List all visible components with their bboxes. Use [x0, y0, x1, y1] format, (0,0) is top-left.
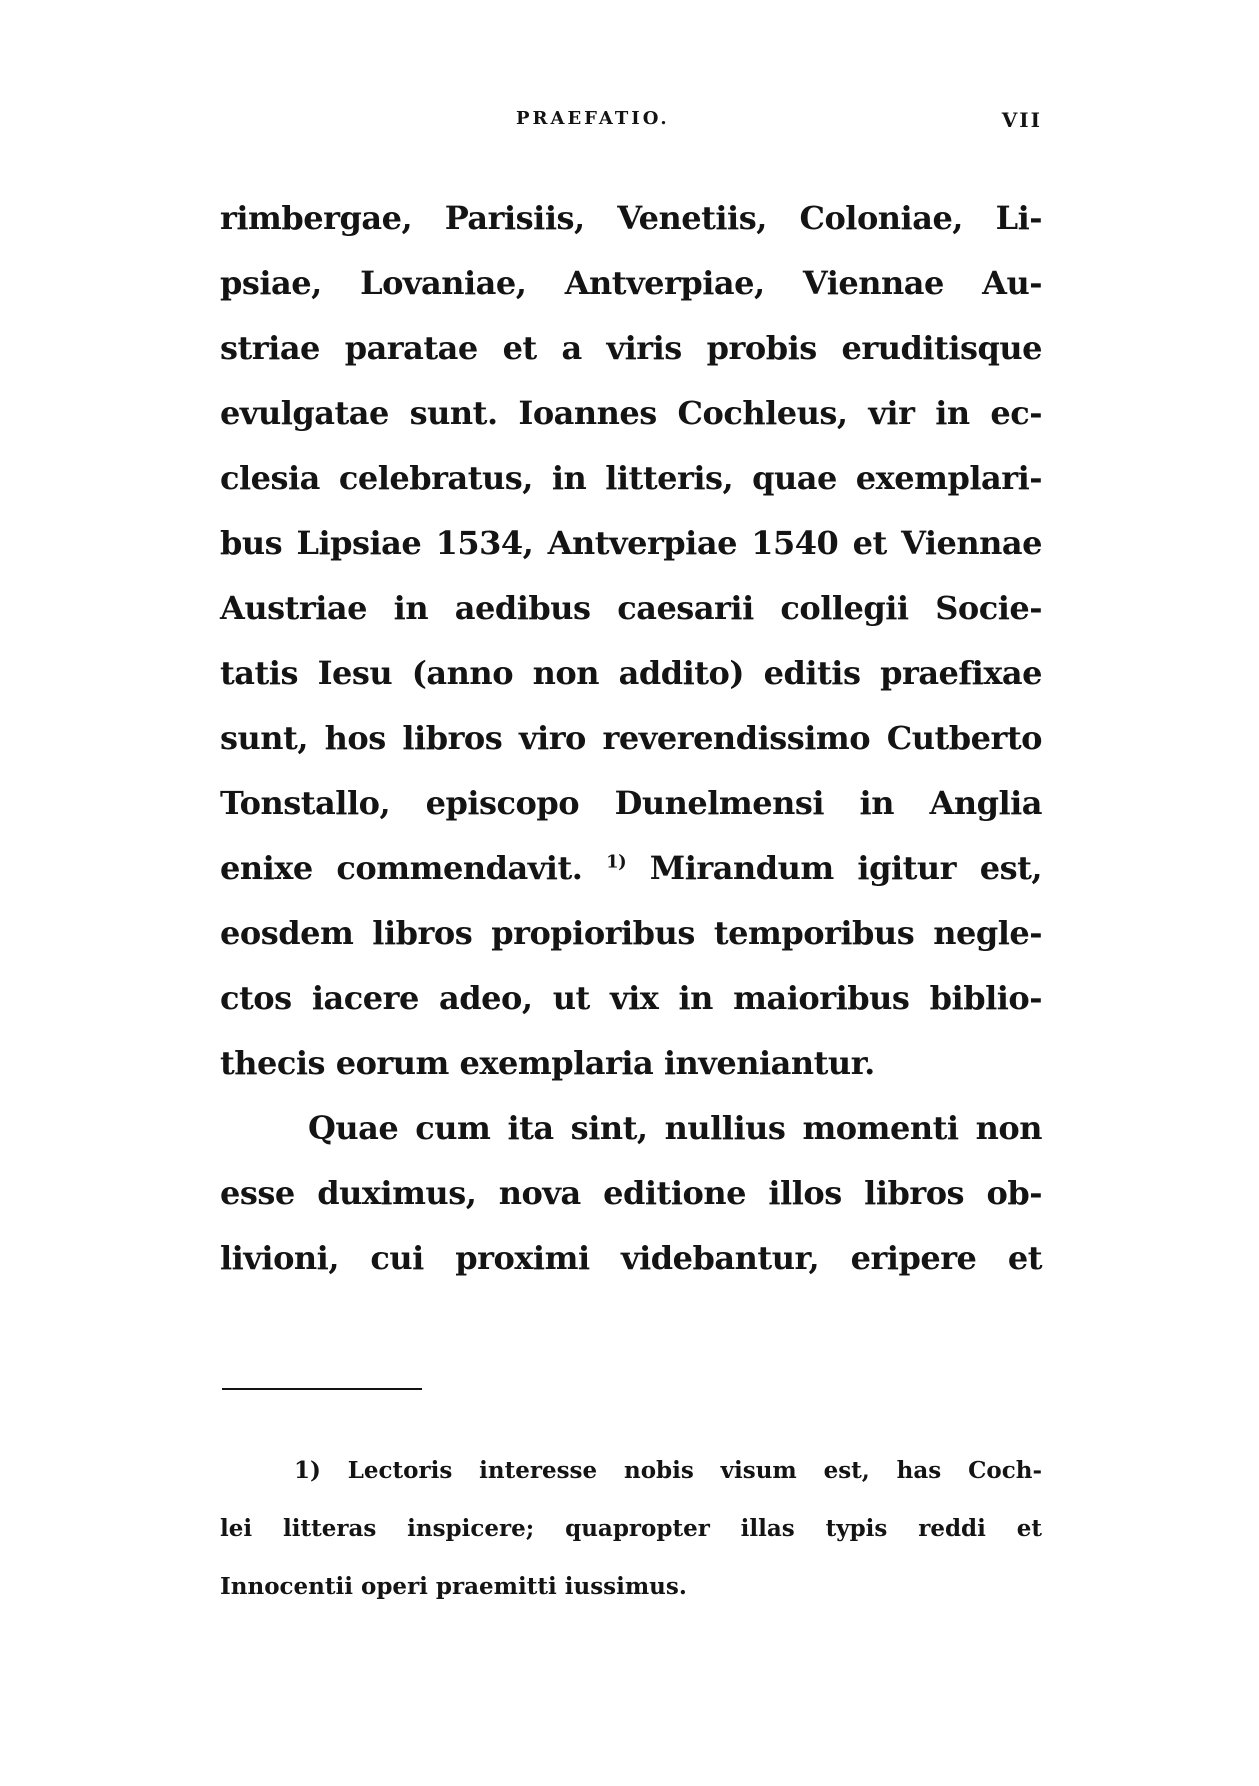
running-title: PRAEFATIO.: [516, 108, 670, 129]
text-segment: enixe commendavit.: [220, 849, 607, 887]
text-line: bus Lipsiae 1534, Antverpiae 1540 et Viennae: [220, 524, 1042, 562]
running-head: [220, 108, 1042, 140]
text-line: striae paratae et a viris probis eruditisque: [220, 329, 1042, 367]
text-line: ctos iacere adeo, ut vix in maioribus biblio-: [220, 979, 1042, 1017]
main-text: [220, 186, 1042, 1291]
footnotes: [220, 1442, 1042, 1616]
text-segment: Mirandum igitur est,: [626, 849, 1043, 887]
text-line: livioni, cui proximi videbantur, eripere et: [220, 1239, 1042, 1277]
text-line: psiae, Lovaniae, Antverpiae, Viennae Au-: [220, 264, 1042, 302]
text-line: Tonstallo, episcopo Dunelmensi in Anglia: [220, 784, 1042, 822]
text-line: Quae cum ita sint, nullius momenti non: [308, 1109, 1042, 1147]
page-number: VII: [1001, 108, 1042, 132]
text-line: Austriae in aedibus caesarii collegii Socie-: [220, 589, 1042, 627]
text-line: esse duximus, nova editione illos libros ob-: [220, 1174, 1042, 1212]
text-line: eosdem libros propioribus temporibus negle-: [220, 914, 1042, 952]
footnote-reference: 1): [606, 851, 627, 873]
footnote-line: lei litteras inspicere; quapropter illas typis reddi et: [220, 1515, 1042, 1542]
footnote-line: 1) Lectoris interesse nobis visum est, has Coch-: [294, 1457, 1042, 1484]
text-line: evulgatae sunt. Ioannes Cochleus, vir in ec-: [220, 394, 1042, 432]
text-line-with-footnote: [220, 836, 1042, 901]
text-line: thecis eorum exemplaria inveniantur.: [220, 1044, 875, 1082]
footnote-line: Innocentii operi praemitti iussimus.: [220, 1573, 687, 1600]
footnote-divider: [222, 1388, 422, 1390]
text-line: sunt, hos libros viro reverendissimo Cutberto: [220, 719, 1042, 757]
text-line: rimbergae, Parisiis, Venetiis, Coloniae, Li-: [220, 199, 1042, 237]
text-line: clesia celebratus, in litteris, quae exemplari-: [220, 459, 1042, 497]
text-line: tatis Iesu (anno non addito) editis praefixae: [220, 654, 1042, 692]
